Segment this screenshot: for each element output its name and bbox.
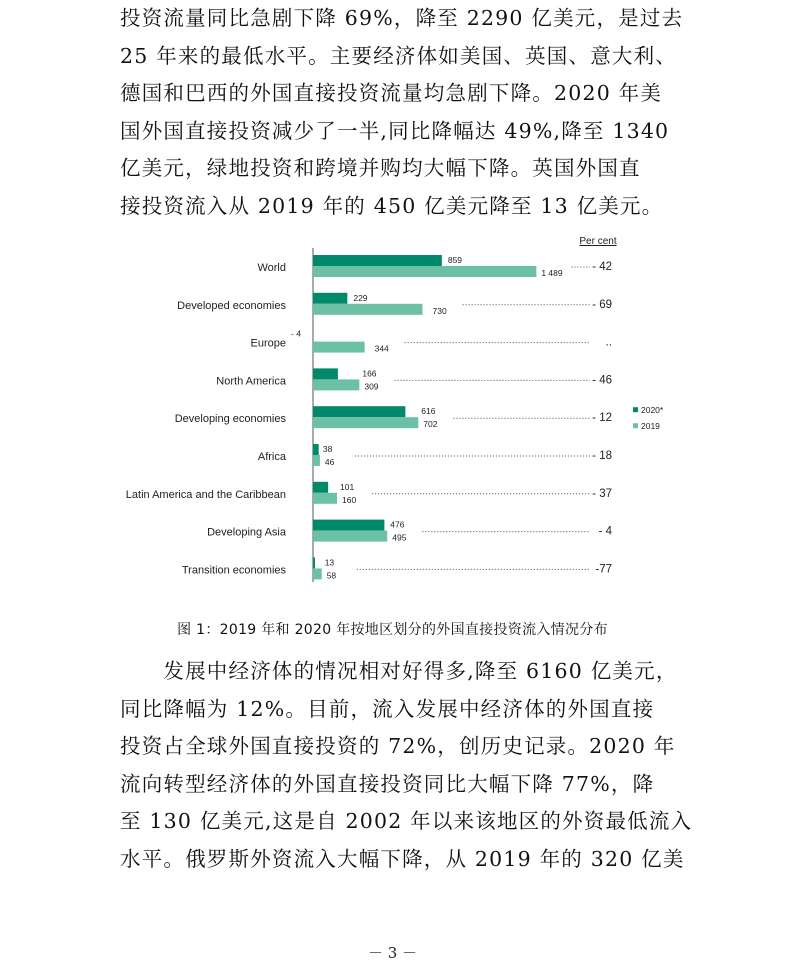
value-label-2019: 160 xyxy=(342,494,357,505)
text-line: 接投资流入从 2019 年的 450 亿美元降至 13 亿美元。 xyxy=(120,193,664,218)
category-label: Transition economies xyxy=(181,564,286,577)
unit-label: Per cent xyxy=(579,236,617,247)
bar-2019 xyxy=(313,531,387,542)
value-label-2019: 46 xyxy=(324,457,335,467)
category-label: Africa xyxy=(257,451,286,463)
value-label-2020: 13 xyxy=(324,557,335,568)
bar-2019 xyxy=(313,266,536,277)
growth-rate-label: -77 xyxy=(595,563,612,576)
text-line: 德国和巴西的外国直接投资流量均急剧下降。2020 年美 xyxy=(120,81,663,105)
paragraph-bottom xyxy=(120,653,693,878)
bar-2020 xyxy=(313,368,338,379)
growth-rate-label: - 37 xyxy=(592,487,612,500)
category-label: Developed economies xyxy=(177,299,286,312)
text-line: 水平。俄罗斯外资流入大幅下降，从 2019 年的 320 亿美 xyxy=(120,846,685,871)
legend-swatch-2019 xyxy=(633,423,638,428)
page-number: － 3 － xyxy=(367,944,418,962)
text-line: 流向转型经济体的外国直接投资同比大幅下降 77%，降 xyxy=(120,771,655,796)
value-label-2020: 476 xyxy=(390,519,405,530)
bar-2020 xyxy=(313,444,319,455)
bar-2019 xyxy=(313,568,322,579)
bar-2020 xyxy=(313,255,442,266)
category-label: Europe xyxy=(250,337,286,350)
category-label: North America xyxy=(216,375,286,388)
value-label-2019: 702 xyxy=(423,419,438,430)
growth-rate-label: - 4 xyxy=(598,525,612,538)
text-line: 投资流量同比急剧下降 69%，降至 2290 亿美元，是过去 xyxy=(120,6,684,30)
bar-2020 xyxy=(313,482,328,493)
growth-rate-label: - 46 xyxy=(592,374,612,387)
bar-2019 xyxy=(313,304,423,315)
text-line: 25 年来的最低水平。主要经济体如美国、英国、意大利、 xyxy=(120,43,678,68)
value-label-2020: 616 xyxy=(421,406,436,417)
value-label-2019: 309 xyxy=(364,381,379,392)
category-label: Latin America and the Caribbean xyxy=(125,488,286,501)
legend-swatch-2020 xyxy=(633,407,638,412)
growth-rate-label: - 12 xyxy=(592,412,612,425)
growth-rate-label: - 69 xyxy=(592,298,612,311)
bar-2020 xyxy=(313,557,315,568)
text-line: 国外国直接投资减少了一半,同比降幅达 49%,降至 1340 xyxy=(120,118,670,143)
value-label-2020: 859 xyxy=(447,255,463,265)
value-label-2020: 166 xyxy=(362,368,377,379)
value-label-2020: 38 xyxy=(322,444,333,454)
bar-2019 xyxy=(313,342,365,353)
value-label-2019: 58 xyxy=(326,570,337,581)
figure-caption: 图 1：2019 年和 2020 年按地区划分的外国直接投资流入情况分布 xyxy=(177,622,608,638)
bar-2019 xyxy=(313,455,320,466)
value-label-2020: 229 xyxy=(353,292,368,303)
fdi-bar-chart xyxy=(0,230,785,590)
bar-2020 xyxy=(313,293,347,304)
text-line: 发展中经济体的情况相对好得多,降至 6160 亿美元， xyxy=(120,659,678,683)
value-label-2020: - 4 xyxy=(291,328,301,339)
growth-rate-label: .. xyxy=(605,336,612,349)
text-line: 同比降幅为 12%。目前，流入发展中经济体的外国直接 xyxy=(120,696,655,721)
text-line: 投资占全球外国直接投资的 72%，创历史记录。2020 年 xyxy=(120,734,676,758)
legend-label-2020: 2020* xyxy=(641,405,664,416)
value-label-2019: 344 xyxy=(374,343,389,354)
value-label-2019: 730 xyxy=(432,305,447,316)
text-line: 至 130 亿美元,这是自 2002 年以来该地区的外资最低流入 xyxy=(120,809,693,833)
bar-2019 xyxy=(313,379,359,390)
value-label-2019: 495 xyxy=(392,532,407,543)
category-label: World xyxy=(257,262,286,274)
bar-2020 xyxy=(313,520,384,531)
legend-label-2019: 2019 xyxy=(641,421,660,432)
bar-2019 xyxy=(313,417,418,428)
text-line: 亿美元，绿地投资和跨境并购均大幅下降。英国外国直 xyxy=(120,156,641,180)
value-label-2019: 1 489 xyxy=(541,268,563,278)
paragraph-top xyxy=(120,0,684,225)
category-label: Developing Asia xyxy=(207,526,286,539)
growth-rate-label: - 42 xyxy=(592,261,612,273)
category-label: Developing economies xyxy=(174,413,286,426)
bar-2019 xyxy=(313,493,337,504)
bar-2020 xyxy=(313,406,405,417)
value-label-2020: 101 xyxy=(340,481,355,492)
growth-rate-label: - 18 xyxy=(592,450,612,462)
